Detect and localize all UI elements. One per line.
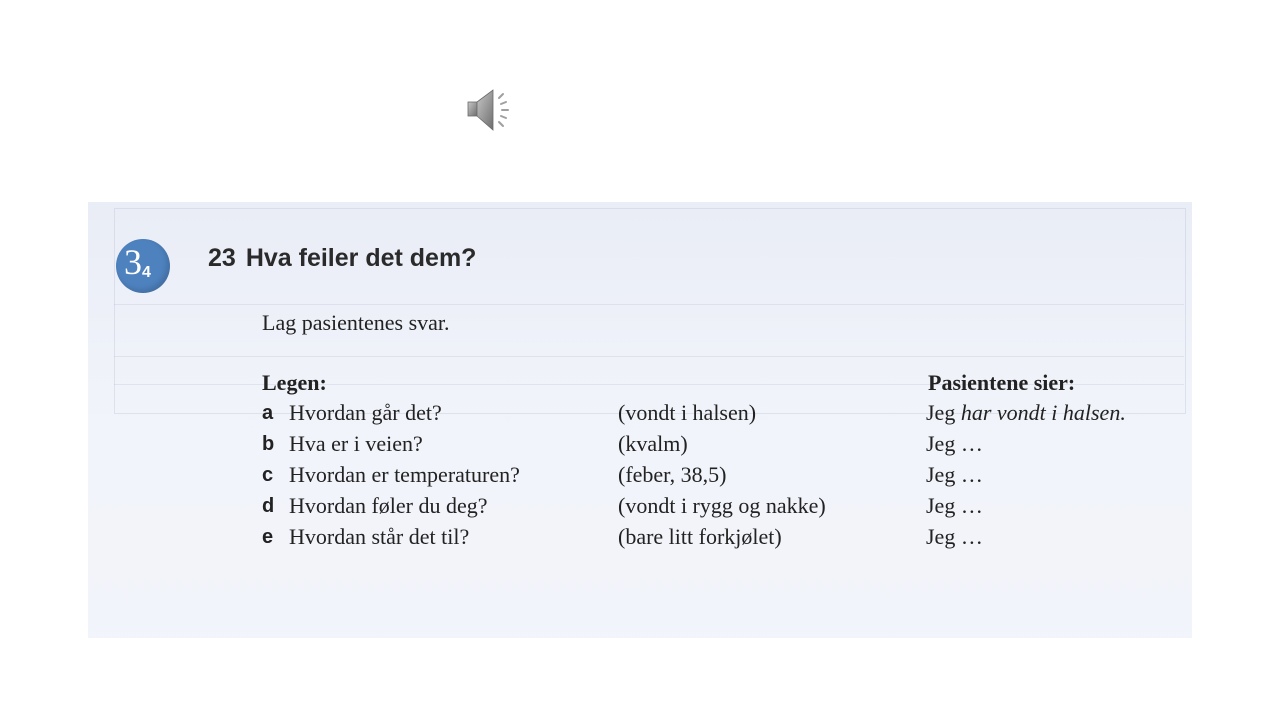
exercise-title: Hva feiler det dem? [245,244,477,272]
track-number-major: 3 [124,242,142,282]
symptom-hint: (kvalm) [618,431,688,456]
textbook-page [88,202,1192,638]
patient-answer: Jeg … [926,493,983,518]
row-letter: a [262,402,274,424]
row-letter: c [262,464,274,486]
exercise-number: 23 [208,244,236,272]
column-heading-patients: Pasientene sier: [928,370,1076,395]
exercise-row [88,431,1192,462]
row-letter: b [262,433,275,455]
patient-answer: Jeg … [926,462,983,487]
symptom-hint: (vondt i halsen) [618,400,757,425]
patient-answer: Jeg … [926,524,983,549]
bleed-through-line [114,356,1184,357]
doctor-question: Hva er i veien? [289,431,423,456]
answer-example: har vondt i halsen. [960,400,1126,425]
symptom-hint: (bare litt forkjølet) [618,524,782,549]
exercise-row [88,462,1192,493]
answer-prefix: Jeg [926,400,961,425]
doctor-question: Hvordan føler du deg? [289,493,488,518]
exercise-instruction: Lag pasientenes svar. [262,310,450,335]
exercise-row [88,400,1192,431]
doctor-question: Hvordan går det? [289,400,442,425]
exercise-row [88,493,1192,524]
symptom-hint: (vondt i rygg og nakke) [618,493,826,518]
column-heading-doctor: Legen: [262,370,327,395]
speaker-icon[interactable] [462,84,520,136]
exercise-row [88,524,1192,555]
symptom-hint: (feber, 38,5) [618,462,727,487]
bleed-through-line [114,304,1184,305]
doctor-question: Hvordan står det til? [289,524,470,549]
audio-track-badge [116,239,170,293]
patient-answer: Jeg … [926,431,983,456]
row-letter: d [262,495,275,517]
doctor-question: Hvordan er temperaturen? [289,462,520,487]
row-letter: e [262,526,274,548]
exercise-heading [208,244,476,273]
patient-answer [926,400,1126,426]
track-number-minor: 4 [142,264,151,281]
